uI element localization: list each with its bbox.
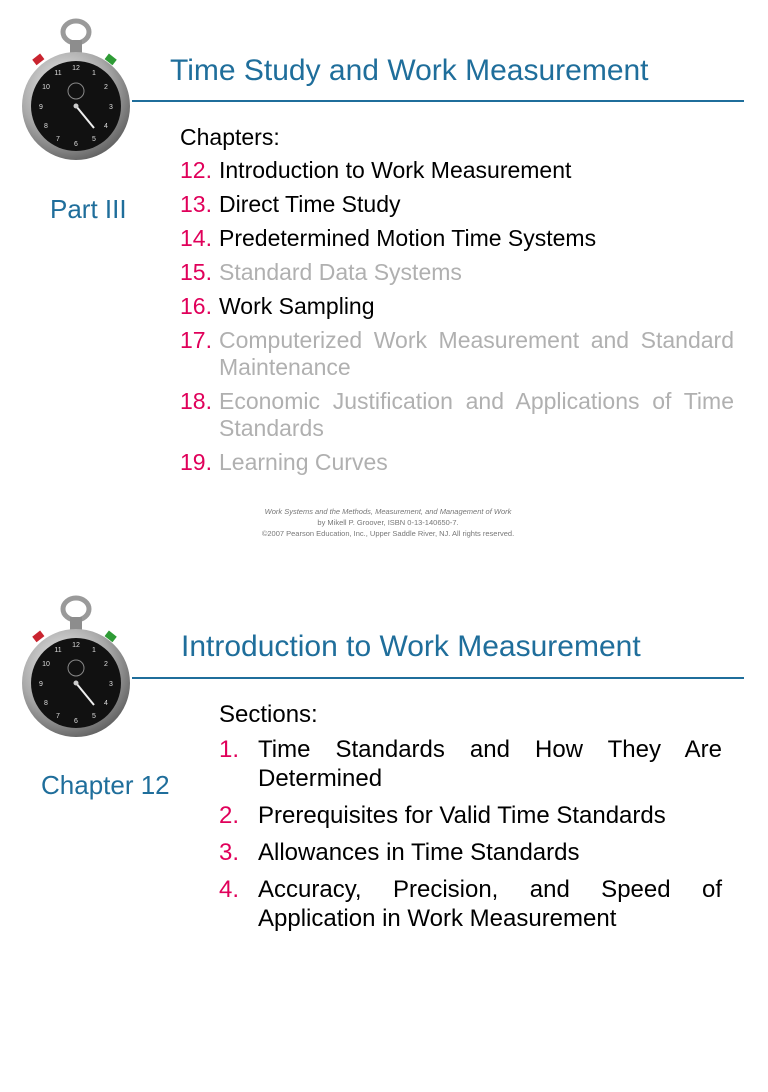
svg-text:2: 2 (104, 661, 108, 668)
title-rule (132, 100, 744, 102)
svg-text:8: 8 (44, 700, 48, 707)
list-header: Sections: (219, 701, 318, 728)
item-number: 13. (180, 191, 212, 217)
footer-author: by Mikell P. Groover, ISBN 0-13-140650-7. (317, 518, 459, 527)
svg-text:1: 1 (92, 647, 96, 654)
svg-text:11: 11 (54, 70, 62, 77)
svg-text:10: 10 (42, 84, 50, 91)
item-number: 3. (219, 839, 240, 866)
slide-chapter-12 (0, 580, 768, 1092)
list-item (180, 259, 734, 286)
svg-text:8: 8 (44, 123, 48, 130)
item-text: Standard Data Systems (219, 259, 462, 285)
item-text: Accuracy, Precision, and Speed of Application in Work Measurement (258, 876, 722, 932)
svg-text:3: 3 (109, 104, 113, 111)
slide-part-iii (0, 0, 768, 538)
list-item (180, 225, 734, 252)
item-text: Predetermined Motion Time Systems (219, 225, 597, 251)
slide-title: Time Study and Work Measurement (170, 54, 649, 87)
chapter-label: Chapter 12 (41, 770, 170, 800)
item-text: Allowances in Time Standards (258, 839, 580, 866)
list-item (180, 191, 734, 218)
list-header: Chapters: (180, 124, 280, 150)
svg-text:11: 11 (54, 647, 62, 654)
svg-text:4: 4 (104, 700, 108, 707)
sections-list (219, 701, 722, 941)
item-number: 19. (180, 449, 212, 475)
svg-text:3: 3 (109, 681, 113, 688)
item-text: Time Standards and How They Are Determined (258, 736, 722, 792)
list-item (219, 838, 722, 867)
item-number: 16. (180, 293, 212, 319)
list-item (219, 875, 722, 933)
item-number: 12. (180, 157, 212, 183)
stopwatch-icon (18, 18, 134, 164)
footer-book-title: Work Systems and the Methods, Measurement, and Management of Work (264, 507, 512, 516)
svg-text:10: 10 (42, 661, 50, 668)
list-item (219, 801, 722, 830)
copyright-footer (200, 506, 576, 539)
slide-title: Introduction to Work Measurement (181, 630, 641, 663)
list-item (180, 449, 734, 476)
item-text: Direct Time Study (219, 191, 401, 217)
item-number: 17. (180, 327, 212, 353)
chapters-list (180, 124, 734, 483)
item-text: Introduction to Work Measurement (219, 157, 572, 183)
item-number: 2. (219, 802, 240, 829)
svg-text:7: 7 (56, 713, 60, 720)
item-text: Economic Justification and Applications of Time Standards (219, 388, 734, 441)
item-text: Computerized Work Measurement and Standard Maintenance (219, 327, 734, 380)
svg-text:6: 6 (74, 141, 78, 148)
item-text: Learning Curves (219, 449, 388, 475)
item-number: 18. (180, 388, 212, 414)
svg-text:6: 6 (74, 718, 78, 725)
stopwatch-icon (18, 595, 134, 741)
title-rule (132, 677, 744, 679)
svg-text:5: 5 (92, 136, 96, 143)
item-number: 4. (219, 876, 240, 903)
svg-text:7: 7 (56, 136, 60, 143)
svg-text:1: 1 (92, 70, 96, 77)
svg-text:4: 4 (104, 123, 108, 130)
list-item (180, 157, 734, 184)
item-number: 15. (180, 259, 212, 285)
svg-text:12: 12 (72, 65, 80, 72)
list-item (180, 388, 734, 442)
svg-text:12: 12 (72, 642, 80, 649)
item-text: Prerequisites for Valid Time Standards (258, 802, 666, 829)
svg-text:2: 2 (104, 84, 108, 91)
list-item (219, 735, 722, 793)
item-number: 1. (219, 736, 240, 763)
list-item (180, 293, 734, 320)
item-number: 14. (180, 225, 212, 251)
footer-copyright: ©2007 Pearson Education, Inc., Upper Saddle River, NJ. All rights reserved. (261, 529, 515, 538)
item-text: Work Sampling (219, 293, 375, 319)
list-item (180, 327, 734, 381)
svg-text:9: 9 (39, 681, 43, 688)
svg-text:9: 9 (39, 104, 43, 111)
part-label: Part III (50, 194, 127, 224)
svg-text:5: 5 (92, 713, 96, 720)
